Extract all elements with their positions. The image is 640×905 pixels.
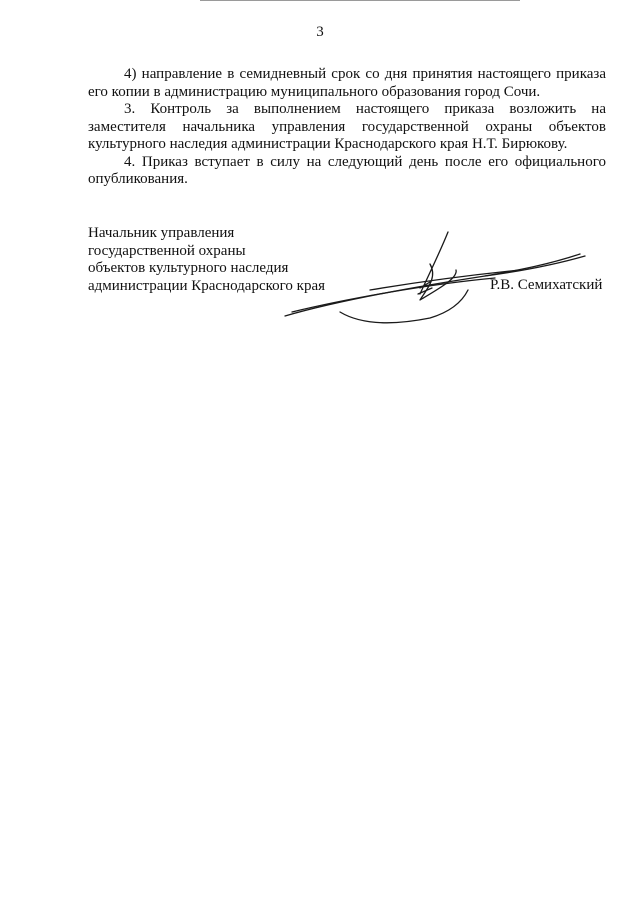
signatory-title-line: администрации Краснодарского края [88,277,326,294]
signature-stroke [340,290,468,323]
page-number: 3 [316,24,324,40]
signatory-title-line: государственной охраны [88,242,246,259]
signatory-title-line: Начальник управления [88,225,235,241]
document-body [88,66,606,189]
paragraph-item-4: 4) направление в семидневный срок со дня принятия настоящего приказа его копии в администрацию муниципального образования город Сочи. [88,66,606,100]
paragraph-3-control: 3. Контроль за выполнением настоящего приказа возложить на заместителя начальника управления государственной охраны объектов культурного наследия администрации Краснодарского края Н.Т. Бирюкову. [88,101,606,152]
signer-name: Р.В. Семихатский [490,277,603,293]
top-scan-edge [200,0,520,1]
paragraph-4-effective-date: 4. Приказ вступает в силу на следующий день после его официального опубликования. [88,153,606,187]
signatory-title-line: объектов культурного наследия [88,260,289,276]
